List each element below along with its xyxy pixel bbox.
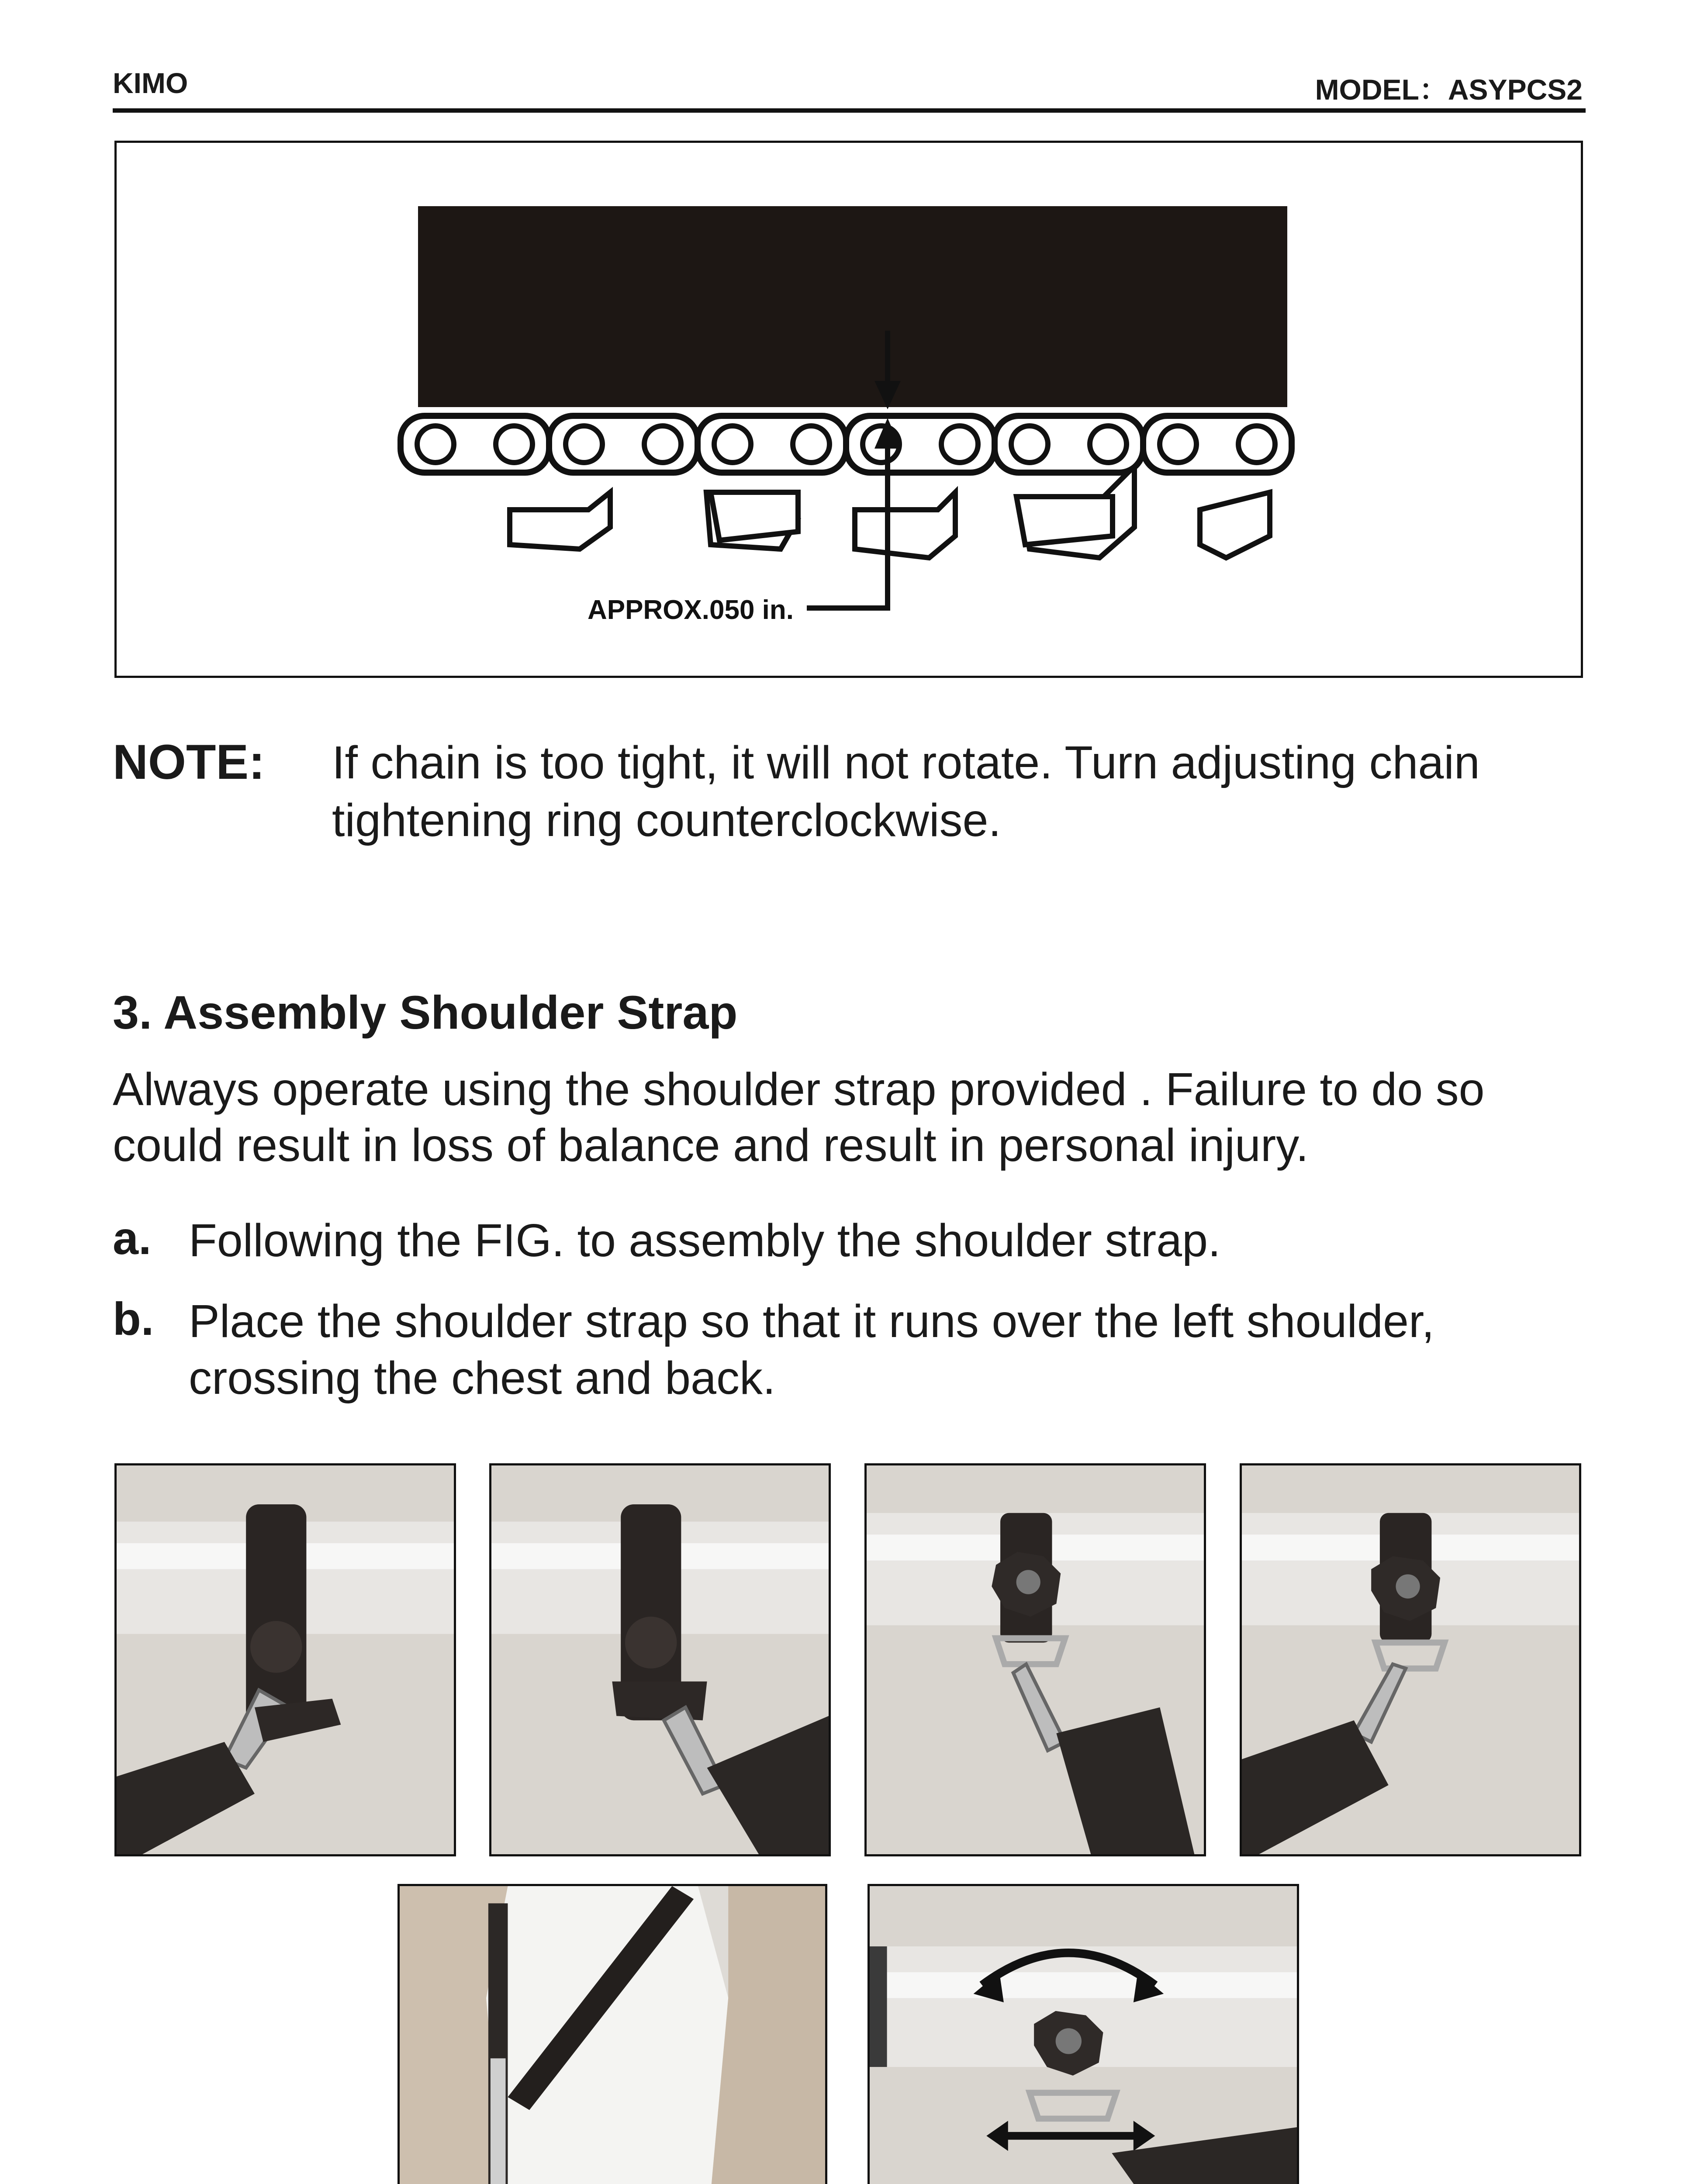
- note-label: NOTE:: [113, 735, 265, 789]
- item-a-letter: a.: [113, 1213, 152, 1264]
- person-wearing-strap-photo: [397, 1884, 827, 2184]
- assembly-photo-4: [1240, 1463, 1581, 1856]
- section-title: 3. Assembly Shoulder Strap: [113, 986, 738, 1039]
- chain-diagram: [117, 143, 1581, 676]
- strap-adjustment-photo: [868, 1884, 1299, 2184]
- header-rule: [113, 108, 1586, 113]
- item-b-letter: b.: [113, 1293, 154, 1345]
- note-text: If chain is too tight, it will not rotate. Turn adjusting chain tightening ring counterclockwise.: [332, 737, 1480, 846]
- section-intro: Always operate using the shoulder strap provided . Failure to do so could result in loss of balance and result in personal injury.: [113, 1064, 1485, 1171]
- model-number: MODEL：ASYPCS2: [1315, 73, 1583, 106]
- item-b-text: Place the shoulder strap so that it runs over the left shoulder, crossing the chest and back.: [189, 1296, 1434, 1404]
- assembly-photo-3: [864, 1463, 1206, 1856]
- dimension-label: APPROX.050 in.: [587, 595, 794, 625]
- assembly-photo-1: [114, 1463, 456, 1856]
- brand-name: KIMO: [113, 67, 188, 99]
- item-a-text: Following the FIG. to assembly the shoulder strap.: [189, 1215, 1221, 1266]
- chain-tension-figure: [114, 141, 1583, 678]
- assembly-photo-2: [489, 1463, 831, 1856]
